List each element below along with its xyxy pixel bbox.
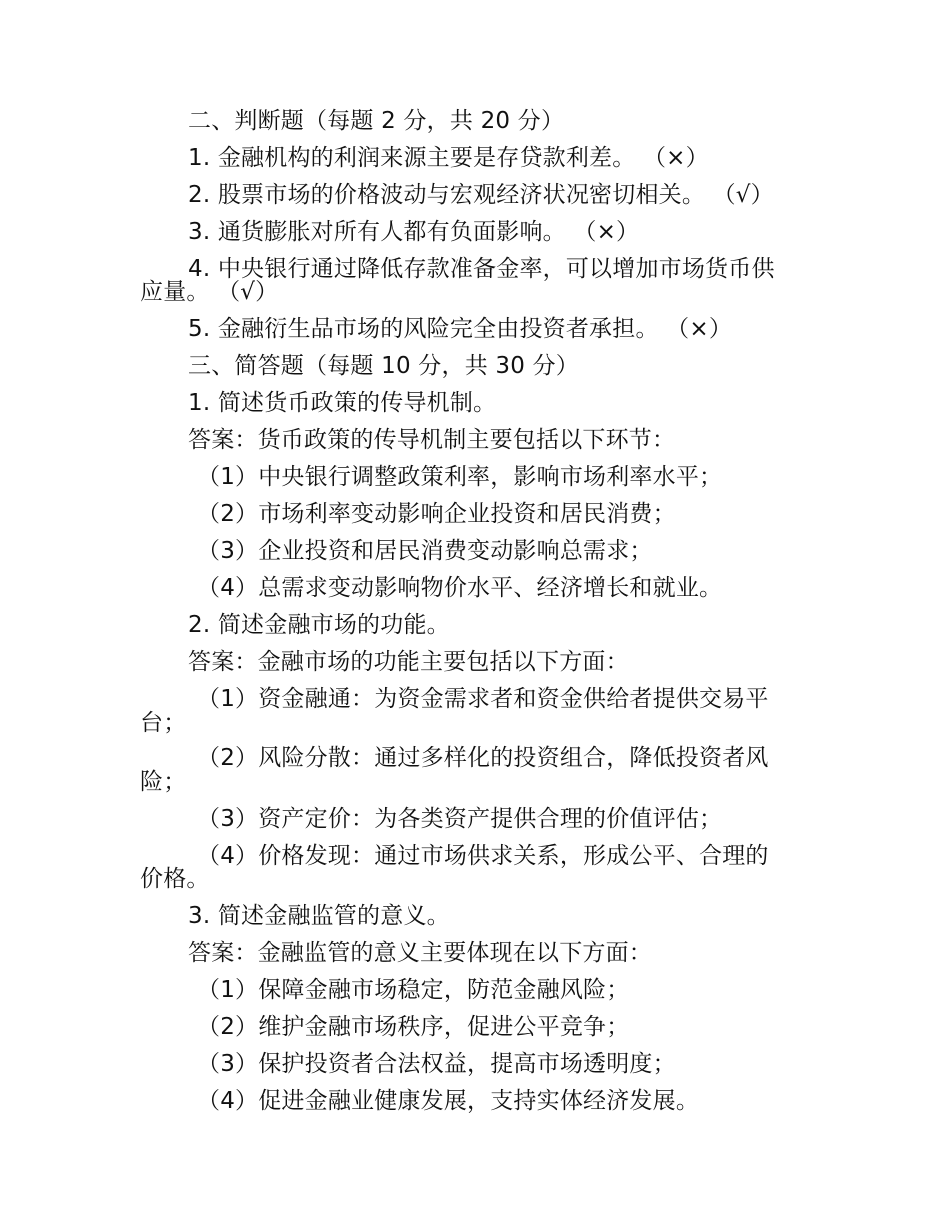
tf-question-2: 2. 股票市场的价格波动与宏观经济状况密切相关。 （√） [188,182,774,208]
sa-answer-2-item-3: （3）资产定价：为各类资产提供合理的价值评估； [197,806,723,832]
sa-answer-1-item-3: （3）企业投资和居民消费变动影响总需求； [197,538,653,564]
sa-answer-3-intro: 答案：金融监管的意义主要体现在以下方面： [188,940,652,966]
sa-answer-2-intro: 答案：金融市场的功能主要包括以下方面： [188,649,629,675]
section-heading-short-answer: 三、简答题（每题 10 分，共 30 分） [188,353,579,379]
section-heading-true-false: 二、判断题（每题 2 分，共 20 分） [188,108,565,134]
sa-answer-2-item-2-continued: 险； [140,769,187,795]
tf-question-4-continued: 应量。 （√） [140,279,279,305]
sa-answer-3-item-4: （4）促进金融业健康发展，支持实体经济发展。 [197,1088,700,1114]
sa-answer-2-item-1: （1）资金融通：为资金需求者和资金供给者提供交易平 [197,686,769,712]
sa-answer-3-item-1: （1）保障金融市场稳定，防范金融风险； [197,977,630,1003]
sa-question-3: 3. 简述金融监管的意义。 [188,903,450,929]
sa-answer-2-item-4: （4）价格发现：通过市场供求关系，形成公平、合理的 [197,843,769,869]
tf-question-5: 5. 金融衍生品市场的风险完全由投资者承担。 （×） [188,316,733,342]
tf-question-1: 1. 金融机构的利润来源主要是存贷款利差。 （×） [188,145,709,171]
sa-answer-3-item-3: （3）保护投资者合法权益，提高市场透明度； [197,1051,676,1077]
sa-answer-2-item-1-continued: 台； [140,710,187,736]
sa-answer-1-item-2: （2）市场利率变动影响企业投资和居民消费； [197,501,676,527]
tf-question-4: 4. 中央银行通过降低存款准备金率，可以增加市场货币供 [188,256,775,282]
sa-answer-1-item-4: （4）总需求变动影响物价水平、经济增长和就业。 [197,575,723,601]
sa-answer-1-intro: 答案：货币政策的传导机制主要包括以下环节： [188,427,676,453]
sa-answer-2-item-2: （2）风险分散：通过多样化的投资组合，降低投资者风 [197,745,769,771]
sa-answer-1-item-1: （1）中央银行调整政策利率，影响市场利率水平； [197,464,723,490]
sa-answer-3-item-2: （2）维护金融市场秩序，促进公平竞争； [197,1014,630,1040]
sa-question-2: 2. 简述金融市场的功能。 [188,612,450,638]
tf-question-3: 3. 通货膨胀对所有人都有负面影响。 （×） [188,219,640,245]
sa-answer-2-item-4-continued: 价格。 [140,866,210,892]
sa-question-1: 1. 简述货币政策的传导机制。 [188,390,497,416]
